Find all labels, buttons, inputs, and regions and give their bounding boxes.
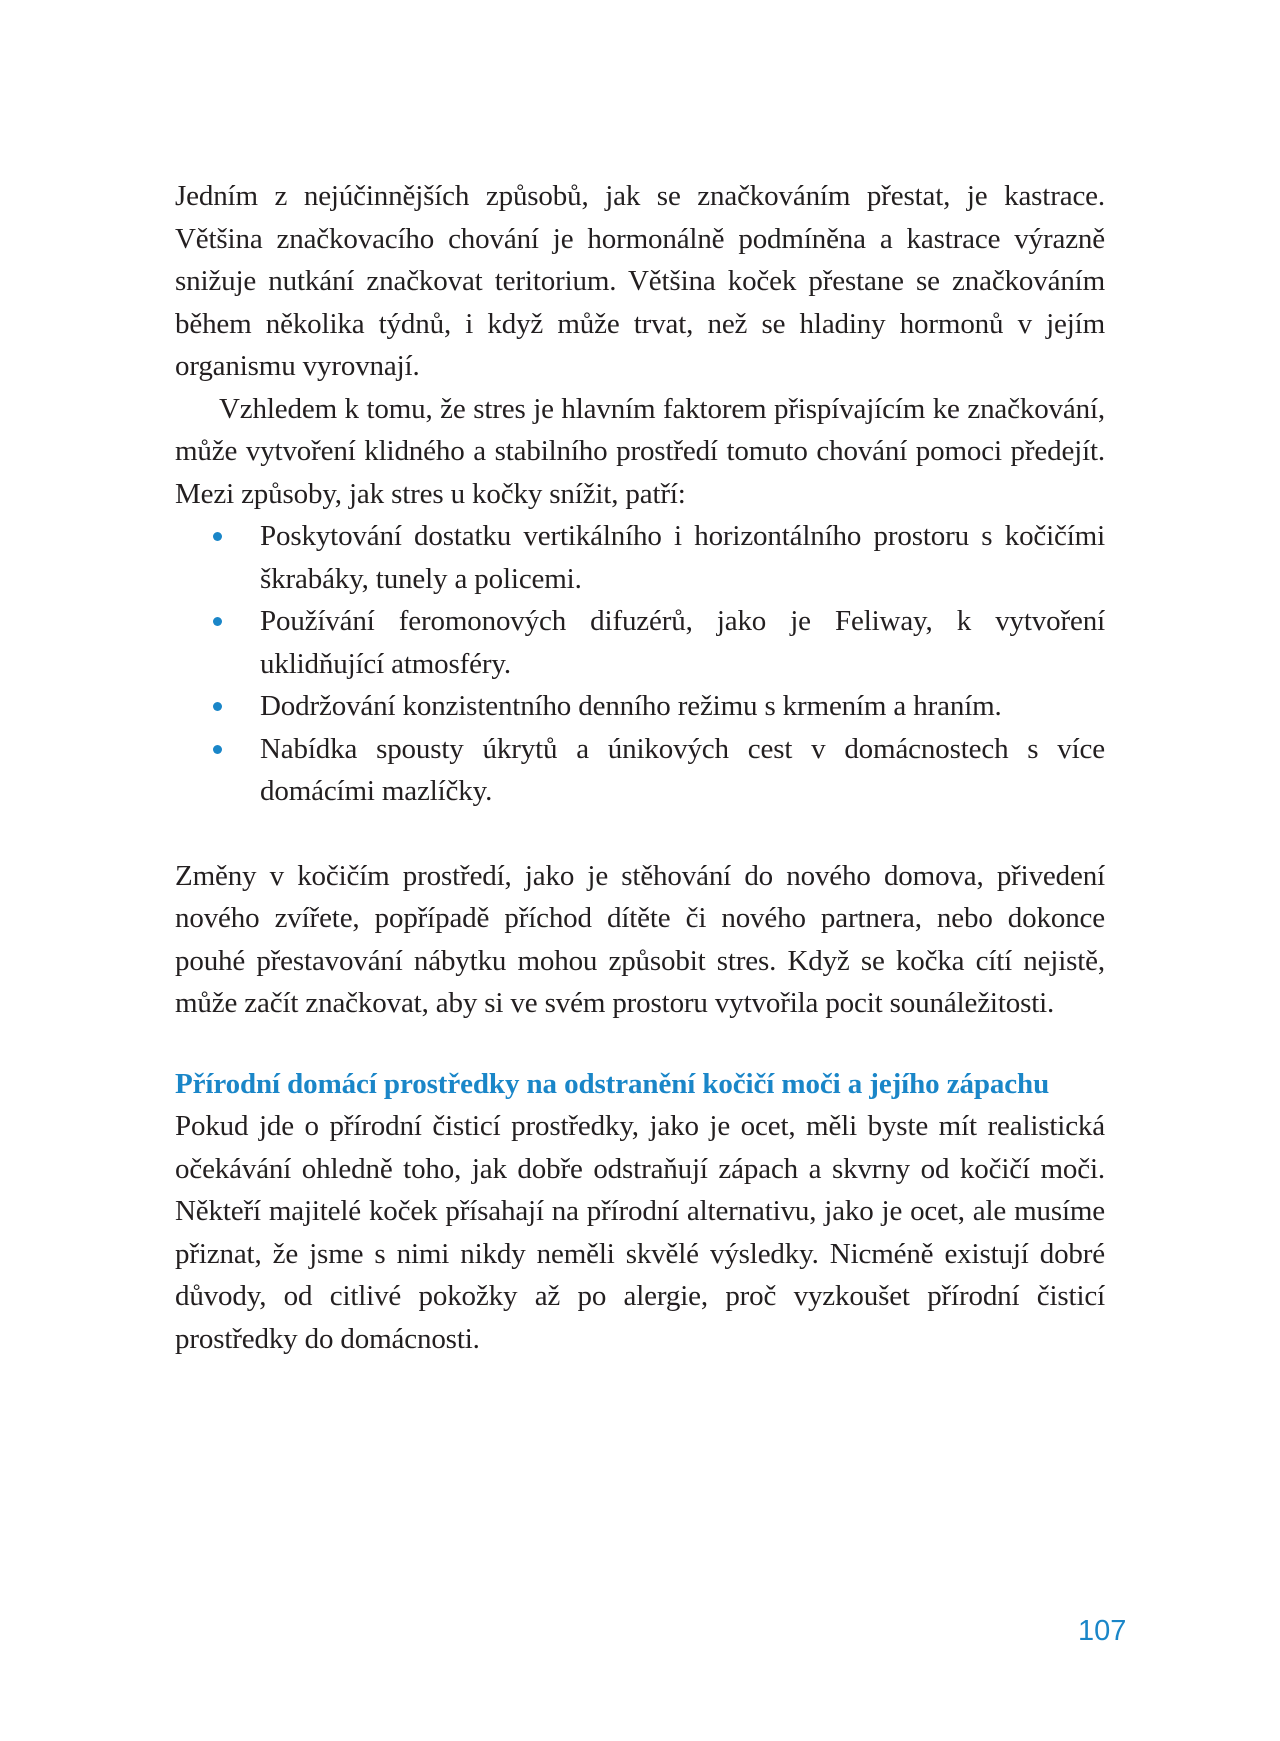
list-item	[260, 515, 1105, 600]
bullet-dot-icon	[213, 532, 222, 541]
list-item-text: Dodržování konzistentního denního režimu s krmením a hraním.	[260, 690, 1002, 722]
paragraph-environment-changes: Změny v kočičím prostředí, jako je stěhování do nového domova, přivedení nového zvířete, popřípadě příchod dítěte či nového partnera, nebo dokonce pouhé přestavování nábytku mohou způsobit stres. Když se kočka cítí nejistě, může začít značkovat, aby si ve svém prostoru vytvořila pocit sounáležitosti.	[175, 859, 1105, 1019]
list-item	[260, 685, 1105, 728]
list-item-text: Nabídka spousty úkrytů a únikových cest v domácnostech s více domácími mazlíčky.	[260, 732, 1105, 807]
page-content	[175, 175, 1105, 1360]
stress-reduction-list	[175, 515, 1105, 813]
list-item-text: Používání feromonových difuzérů, jako je Feliway, k vytvoření uklidňující atmosféry.	[260, 605, 1105, 680]
section-heading: Přírodní domácí prostředky na odstranění kočičí moči a jejího zápachu	[175, 1067, 1050, 1100]
bullet-dot-icon	[213, 745, 222, 754]
list-item	[260, 728, 1105, 813]
paragraph-stress: Vzhledem k tomu, že stres je hlavním faktorem přispívajícím ke značkování, může vytvoření klidného a stabilního prostředí tomuto chování pomoci předejít. Mezi způsoby, jak stres u kočky snížit, patří:	[175, 392, 1105, 510]
list-item-text: Poskytování dostatku vertikálního i horizontálního prostoru s kočičími škrabáky, tunely a policemi.	[260, 520, 1105, 595]
bullet-dot-icon	[213, 617, 222, 626]
bullet-dot-icon	[213, 702, 222, 711]
paragraph-castration: Jedním z nejúčinnějších způsobů, jak se značkováním přestat, je kastrace. Většina značkovacího chování je hormonálně podmíněna a kastrace výrazně snižuje nutkání značkovat teritorium. Většina koček přestane se značkováním během několika týdnů, i když může trvat, než se hladiny hormonů v jejím organismu vyrovnají.	[175, 180, 1105, 382]
paragraph-natural-remedies: Pokud jde o přírodní čisticí prostředky, jako je ocet, měli byste mít realistická očekávání ohledně toho, jak dobře odstraňují zápach a skvrny od kočičí moči. Někteří majitelé koček přísahají na přírodní alternativu, jako je ocet, ale musíme přiznat, že jsme s nimi nikdy neměli skvělé výsledky. Nicméně existují dobré důvody, od citlivé pokožky až po alergie, proč vyzkoušet přírodní čisticí prostředky do domácnosti.	[175, 1110, 1105, 1355]
list-item	[260, 600, 1105, 685]
spacer	[175, 813, 1105, 855]
page-number: 107	[1078, 1615, 1127, 1647]
